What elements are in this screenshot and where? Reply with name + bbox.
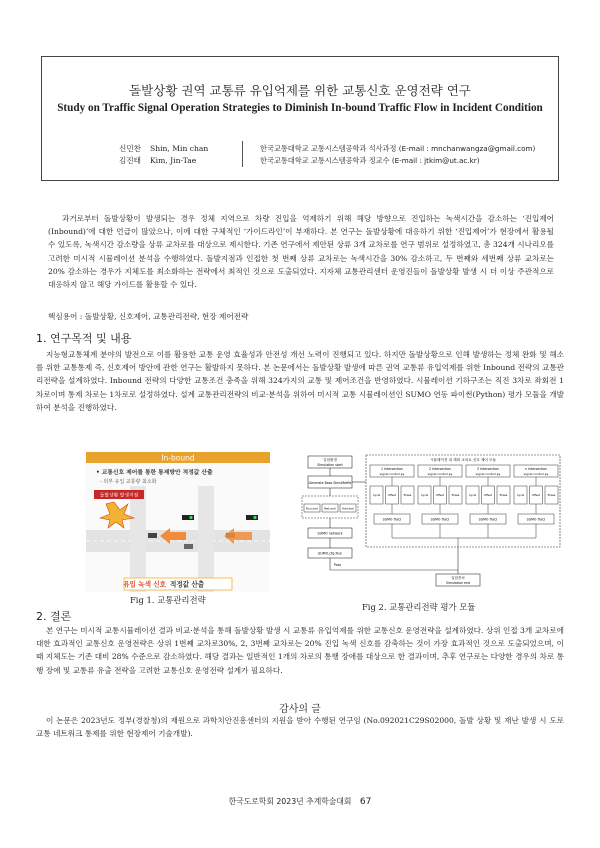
fig2-file-label: Add.xml	[341, 506, 355, 511]
fig1-signal-light	[253, 516, 256, 519]
section2-text: 본 연구는 미시적 교통시뮬레이션 결과 비교·분석을 통해 돌발상황 발생 시 교통류 유입억제를 위한 교통신호 운영전략을 설계하였다. 상위 인접 3개 교차로에 대한 효과적인 교통신호 운영전략은 상위 1번째 교차로30%, 2, 3번째 교차로는 20% 진입 녹색 신호를 감축하는 것이 가장 효과적인 것으로 도출되었으며, 이 때 지체도는 기존 대비 28% 수준으로 감소하였다. 해당 결과는 일반적인 1개의 차로의 통행 장애를 대상으로 한 결과이며, 추후 연구로는 다양한 경우의 차로 통행 장애 및 교통류 유출 전략을 고려한 교통신호 운영전략 설계가 필요하다.	[36, 626, 564, 675]
fig2-generate-label: Generate Base SimuMetfle	[308, 481, 352, 485]
fig1-bullet-sub: - 외부 유입 교통량 최소화	[100, 479, 157, 485]
title-english: Study on Traffic Signal Operation Strategies to Diminish In-bound Traffic Flow in Incident Condition	[57, 102, 543, 114]
author-name-en: Kim, Jin-Tae	[150, 156, 197, 165]
author-row	[42, 143, 558, 154]
fig1-banner-text: In-bound	[161, 453, 195, 463]
figure2-diagram	[298, 452, 564, 592]
figure1-caption: Fig 1. 교통관리전략	[130, 595, 206, 605]
fig2-start-title: 실험환경	[323, 458, 337, 462]
title-box	[41, 56, 559, 181]
fig2-mini-label: Offset	[484, 494, 492, 497]
fig2-mini-label: Phase	[451, 494, 460, 497]
author-name-en: Shin, Min chan	[150, 144, 209, 153]
footer-page-number: 67	[359, 797, 372, 807]
fig1-bottom-label-2: 적정값 산출	[170, 580, 205, 589]
fig1-bottom-label-1: 유입 녹색 신호	[123, 580, 166, 589]
fig2-mini-label: Phase	[499, 494, 508, 497]
fig2-intersection-title: 1 Intersection	[380, 467, 404, 471]
fig2-end-title: 실험종료	[451, 576, 465, 580]
acknowledgement-heading: 감사의 글	[279, 704, 321, 715]
fig2-mini-label: Phase	[547, 494, 556, 497]
fig2-traci-label: SUMO TraCI	[430, 517, 450, 522]
fig2-intersection-sub: signal control.py	[523, 472, 549, 476]
fig2-traci-label: SUMO TraCI	[382, 517, 402, 522]
fig1-car	[184, 544, 193, 549]
author-row	[42, 155, 558, 166]
fig2-mini-label: Cycle	[372, 494, 381, 497]
fig2-intersection-title: 2 Intersection	[428, 467, 452, 471]
page-footer	[0, 796, 600, 807]
fig2-sumo-run-label: SUMO.cfg Run	[318, 551, 342, 556]
footer-conference: 한국도로학회 2023년 추계학술대회	[228, 797, 352, 806]
fig2-mini-label: Cycle	[420, 494, 429, 497]
author-name-ko: 신민찬	[119, 144, 142, 153]
section2-heading: 2. 결론	[36, 610, 72, 623]
title-korean: 돌발상황 권역 교통류 유입억제를 위한 교통신호 운영전략 연구	[129, 83, 471, 98]
fig2-traci-label: SUMO TraCI	[478, 517, 498, 522]
section1-heading: 1. 연구목적 및 내용	[36, 332, 132, 345]
fig2-file-label: Rou.xml	[305, 506, 319, 511]
figure2-caption: Fig 2. 교통관리전략 평가 모듈	[362, 602, 476, 612]
fig1-incident-label: 돌발상황 발생지점	[99, 493, 139, 499]
author-name-ko: 김진태	[119, 156, 142, 165]
figure1-illustration	[86, 452, 270, 592]
fig2-mini-label: Cycle	[516, 494, 525, 497]
fig1-road-vertical-2	[198, 486, 214, 592]
fig2-group-title: 시뮬레이션 내 계획 교차로 신호 제어 모듈	[430, 458, 496, 462]
fig2-mini-label: Offset	[388, 494, 396, 497]
fig2-intersection-sub: signal control.py	[427, 472, 453, 476]
fig2-traci-label: SUMO TraCI	[526, 517, 546, 522]
acknowledgement-text: 이 논문은 2023년도 정부(경찰청)의 재원으로 과학치안진흥센터의 지원을 받아 수행된 연구임 (No.092021C29S02000, 돌발 상황 및 재난 발생 시 도로교통 네트워크 통제를 위한 현장제어 기술개발).	[36, 716, 564, 739]
author-affiliation: 한국교통대학교 교통시스템공학과 석사과정 (E-mail : mnchanwangza@gmail.com)	[260, 144, 536, 153]
fig2-mini-label: Offset	[436, 494, 444, 497]
fig2-end-sub: Simulation end	[446, 581, 470, 585]
section1-text: 지능형교통체계 분야의 발전으로 이를 활용한 교통 운영 효율성과 안전성 개선 노력이 진행되고 있다. 하지만 돌발상황으로 인해 발생하는 정체 완화 및 해소를 위한 교통통제 즉, 신호제어 방안에 관한 연구는 활발하지 못하다. 본 논문에서는 돌발상황 발생에 따른 권역 교통류 유입억제를 위한 Inbound 전략의 교통관리전략을 설계하였다. Inbound 전략의 다양한 교통조건 충족을 위해 324가지의 교통 및 제어조건을 반영하였다. 시뮬레이션 기하구조는 직진 3차로 좌회전 1차로이며 통제 차로는 1차로로 설정하였다. 설계 교통관리전략의 비교·분석을 위하여 미시적 교통 시뮬레이션인 SUMO 연동 파이썬(Python) 평가 모듈을 개발하여 분석을 진행하였다.	[36, 350, 564, 412]
fig1-bullet-main: • 교통신호 제어를 통한 통제방안 적정값 산출	[96, 470, 213, 476]
fig2-mini-label: Phase	[403, 494, 412, 497]
fig2-file-label: Net.xml	[324, 506, 336, 511]
keywords: 핵심용어 : 돌발상황, 신호제어, 교통관리전략, 현장 제어전략	[48, 312, 249, 321]
fig2-intersection-title: n Intersection	[525, 467, 547, 471]
fig2-mini-label: Offset	[532, 494, 540, 497]
fig2-sumo-network-label: SUMO network	[317, 531, 343, 536]
fig2-pass-label: Pass	[334, 563, 342, 567]
fig2-intersection-sub: signal control.py	[475, 472, 501, 476]
fig2-intersection-sub: signal control.py	[379, 472, 405, 476]
fig1-car	[148, 533, 157, 538]
author-affiliation: 한국교통대학교 교통시스템공학과 정교수 (E-mail : jtkim@ut.ac.kr)	[260, 156, 480, 165]
fig2-intersection-title: 3 Intersection	[476, 467, 500, 471]
abstract: 과거로부터 돌발상황이 발생되는 경우 정체 지역으로 차량 진입을 억제하기 위해 해당 방향으로 진입하는 녹색시간을 감소하는 ‘진입제어(Inbound)’에 대한 언급이 많았으나, 이에 대한 구체적인 ‘가이드라인’이 부재하다. 본 연구는 돌발상황에 대응하기 위한 ‘진입제어’가 현장에서 활용될 수 있도록, 녹색시간 감소량을 상류 교차로를 대상으로 제시한다. 기존 연구에서 제안된 상류 3개 교차로를 연구 범위로 설정하였고, 총 324개 시나리오를 고려한 미시적 시뮬레이션 분석을 수행하였다. 돌발지점과 인접한 첫 번째 상류 교차로는 녹색시간을 30% 감소하고, 두 번째와 세번째 상류 교차로는 20% 감소하는 경우가 지체도를 최소화하는 전략에서 최적인 것으로 도출되었다. 지자체 교통관리센터 운영진들이 돌발상황 발생 시 더 이상 주관적으로 대응하지 않고 해당 가이드를 활용할 수 있다.	[48, 214, 554, 290]
fig2-mini-label: Cycle	[468, 494, 477, 497]
fig1-signal-light	[189, 516, 192, 519]
fig1-road-vertical-1	[130, 486, 146, 592]
fig2-start-sub: Simulation start	[317, 463, 343, 467]
